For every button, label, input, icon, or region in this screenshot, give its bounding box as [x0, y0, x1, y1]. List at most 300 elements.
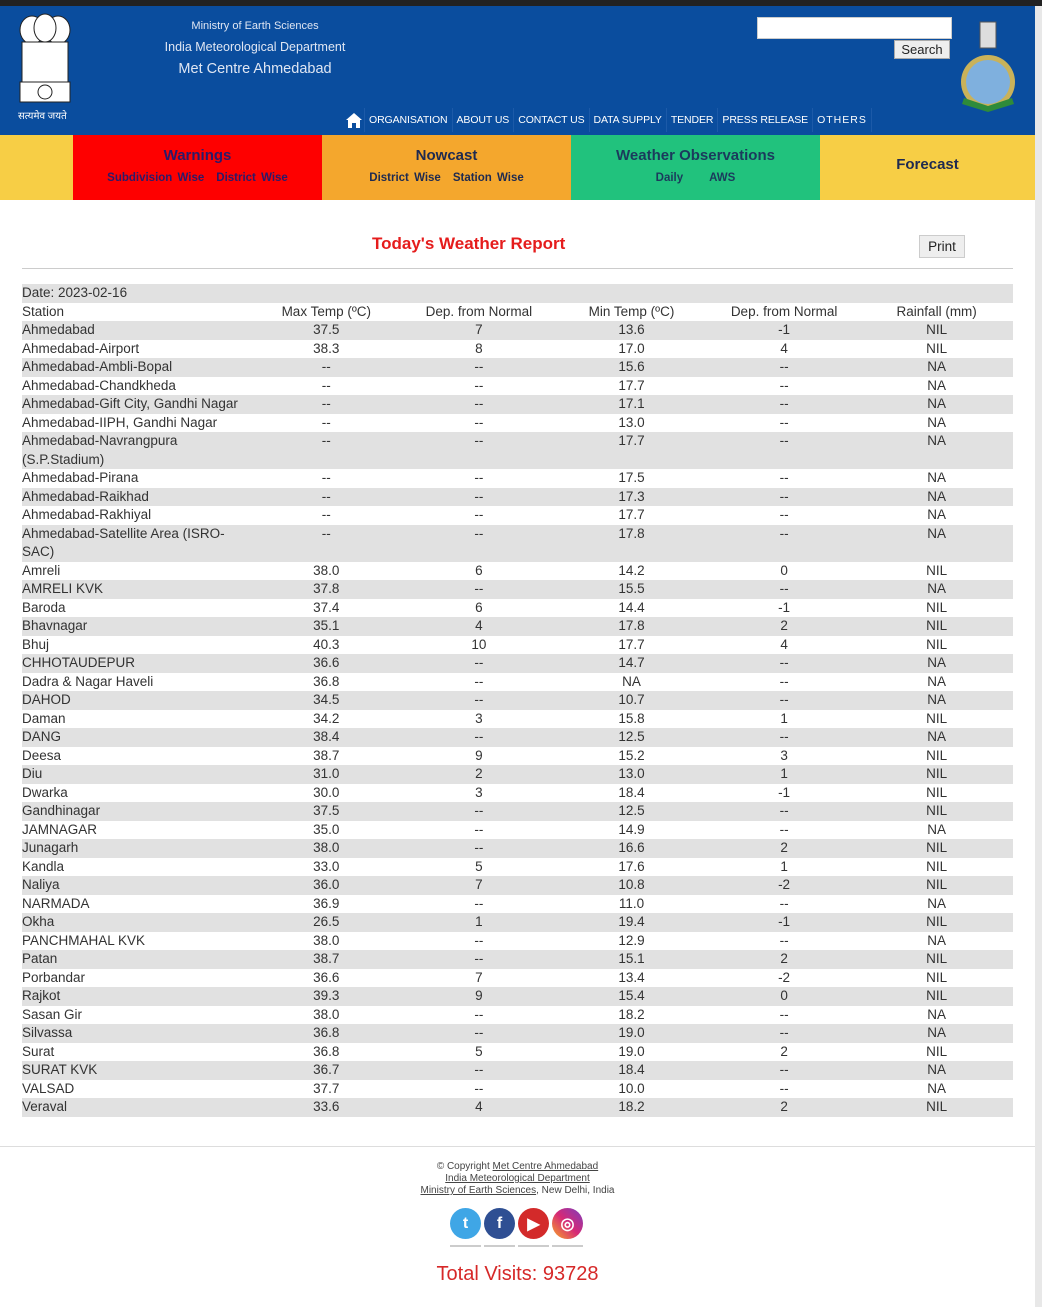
table-row [22, 950, 1013, 969]
cell-max-temp: -- [321, 470, 331, 485]
cell-max-temp: 36.7 [250, 1061, 403, 1080]
table-row [22, 1043, 1013, 1062]
cell-max-temp: 38.3 [313, 340, 340, 356]
cell-max-dep: -- [474, 470, 484, 485]
cell-max-dep: -- [474, 507, 484, 522]
cell-max-dep: 3 [475, 710, 483, 726]
facebook-icon[interactable]: f [484, 1208, 515, 1239]
table-row [22, 377, 1013, 396]
cell-min-temp: 15.1 [555, 950, 708, 969]
cell-max-dep: -- [403, 358, 556, 377]
cell-station: SURAT KVK [22, 1061, 250, 1080]
table-row [22, 839, 1013, 858]
cell-rainfall: NIL [860, 321, 1013, 340]
cell-rainfall: NA [860, 358, 1013, 377]
cell-max-dep: -- [474, 821, 484, 837]
cell-station: Silvassa [22, 1024, 250, 1043]
cell-min-dep: -- [779, 470, 789, 485]
cell-max-temp: 34.2 [313, 710, 340, 726]
cell-station: Ahmedabad-Chandkheda [22, 377, 176, 393]
cell-station: Ahmedabad-Satellite Area (ISRO-SAC) [22, 525, 250, 562]
cell-max-dep: -- [474, 932, 484, 948]
cell-rainfall: NIL [860, 839, 1013, 858]
cell-rainfall: NA [927, 507, 947, 522]
table-row [22, 895, 1013, 914]
cell-max-dep: -- [403, 525, 556, 562]
nav-press-release[interactable]: PRESS RELEASE [718, 108, 813, 132]
cell-min-dep: -- [708, 728, 861, 747]
cell-min-temp: 13.4 [618, 969, 645, 985]
report-date: Date: 2023-02-16 [22, 284, 1013, 303]
cell-max-dep: 7 [403, 876, 556, 895]
search-input[interactable] [757, 17, 952, 39]
cell-min-dep: -1 [708, 321, 861, 340]
cell-min-temp: NA [622, 673, 641, 689]
cell-max-temp: 37.5 [250, 321, 403, 340]
national-emblem-icon [12, 12, 78, 108]
table-row [22, 728, 1013, 747]
cell-rainfall: NIL [860, 617, 1013, 636]
cell-min-dep: 2 [708, 1098, 861, 1117]
table-row [22, 321, 1013, 340]
site-titles [150, 20, 360, 77]
cell-min-dep: 2 [780, 1043, 788, 1059]
cell-min-dep: -- [779, 377, 789, 393]
cell-min-dep: -- [779, 507, 789, 522]
cell-rainfall: NA [927, 414, 947, 430]
cell-min-temp: 19.0 [555, 1024, 708, 1043]
cell-max-dep: -- [403, 580, 556, 599]
cell-min-dep: -1 [778, 784, 791, 800]
cell-max-dep: 7 [403, 321, 556, 340]
divider [22, 268, 1013, 269]
table-row [22, 1080, 1013, 1099]
cell-max-dep: 4 [403, 1098, 556, 1117]
cell-max-temp: 35.1 [250, 617, 403, 636]
cell-min-dep: -- [779, 1006, 789, 1022]
cell-station: Ahmedabad-IIPH, Gandhi Nagar [22, 414, 218, 430]
cell-max-temp: 31.0 [250, 765, 403, 784]
cell-min-temp: 10.8 [555, 876, 708, 895]
cell-station: VALSAD [22, 1080, 75, 1096]
cell-min-dep: 2 [708, 950, 861, 969]
nav-others[interactable]: OTHERS [813, 108, 872, 132]
table-row [22, 1098, 1013, 1117]
cell-min-temp: 17.1 [555, 395, 708, 414]
cell-max-temp: 40.3 [313, 636, 340, 652]
cell-max-temp: 38.7 [313, 747, 340, 763]
date-row [22, 284, 1013, 303]
cell-rainfall: NA [927, 673, 947, 689]
col-min-dep: Dep. from Normal [730, 303, 838, 319]
centre-name: Met Centre Ahmedabad [178, 61, 332, 77]
cell-max-temp: -- [250, 488, 403, 507]
table-row [22, 432, 1013, 469]
cell-min-dep: 0 [708, 987, 861, 1006]
page [0, 6, 1035, 1307]
cell-min-dep: 3 [780, 747, 788, 763]
department-name: India Meteorological Department [164, 40, 346, 54]
cell-min-dep: 0 [780, 562, 788, 578]
cell-max-temp: 36.0 [250, 876, 403, 895]
cell-max-temp: 38.0 [313, 1006, 340, 1022]
table-row [22, 969, 1013, 988]
table-row [22, 358, 1013, 377]
cell-station: Junagarh [22, 839, 250, 858]
cell-rainfall: NA [860, 1024, 1013, 1043]
cell-min-dep: 2 [708, 617, 861, 636]
cell-rainfall: NIL [926, 784, 948, 800]
cell-min-dep: -- [708, 802, 861, 821]
nowcast-district-link[interactable]: District Wise [369, 172, 441, 184]
cell-min-temp: 17.7 [555, 432, 708, 469]
cell-station: Surat [22, 1043, 55, 1059]
cell-rainfall: NIL [860, 802, 1013, 821]
col-max-temp: Max Temp (ºC) [281, 303, 372, 319]
cell-max-dep: -- [403, 950, 556, 969]
cell-station: Okha [22, 913, 250, 932]
cell-station: Baroda [22, 599, 66, 615]
cell-max-temp: -- [250, 358, 403, 377]
cell-min-dep: -2 [708, 876, 861, 895]
cell-max-dep: 8 [475, 340, 483, 356]
warnings-section [73, 135, 322, 200]
cell-rainfall: NIL [860, 913, 1013, 932]
table-row [22, 617, 1013, 636]
report-title: Today's Weather Report [372, 234, 566, 253]
cell-min-dep: -2 [778, 969, 791, 985]
observations-section [571, 135, 820, 200]
cell-rainfall: NIL [926, 340, 948, 356]
instagram-icon[interactable]: ◎ [552, 1208, 583, 1239]
cell-rainfall: NA [860, 488, 1013, 507]
cell-min-dep: 4 [780, 340, 788, 356]
cell-rainfall: NA [860, 395, 1013, 414]
table-row [22, 580, 1013, 599]
cell-station: Patan [22, 950, 250, 969]
cell-max-temp: 37.4 [313, 599, 340, 615]
cell-station: CHHOTAUDEPUR [22, 654, 250, 673]
cell-max-dep: -- [403, 1061, 556, 1080]
cell-min-dep: -- [779, 1080, 789, 1096]
cell-rainfall: NA [860, 580, 1013, 599]
cell-rainfall: NA [927, 932, 947, 948]
table-row [22, 876, 1013, 895]
table-row [22, 599, 1013, 618]
cell-station: Ahmedabad [22, 321, 250, 340]
cell-max-temp: 39.3 [250, 987, 403, 1006]
cell-max-dep: -- [474, 1080, 484, 1096]
observations-daily-link[interactable]: Daily [655, 172, 684, 184]
cell-min-dep: -1 [708, 913, 861, 932]
cell-rainfall: NA [860, 728, 1013, 747]
cell-max-temp: 37.7 [313, 1080, 340, 1096]
table-row [22, 469, 1013, 488]
cell-max-dep: -- [403, 488, 556, 507]
cell-station: Ahmedabad-Navrangpura (S.P.Stadium) [22, 432, 250, 469]
cell-min-temp: 14.9 [618, 821, 645, 837]
table-row [22, 1006, 1013, 1025]
cell-rainfall: NA [860, 691, 1013, 710]
cell-min-dep: -- [779, 895, 789, 911]
cell-rainfall: NIL [926, 562, 948, 578]
cell-max-dep: -- [403, 395, 556, 414]
cell-max-temp: 35.0 [313, 821, 340, 837]
cell-min-temp: 14.2 [618, 562, 645, 578]
table-row [22, 784, 1013, 803]
cell-max-temp: 38.7 [250, 950, 403, 969]
cell-max-temp: -- [250, 525, 403, 562]
nowcast-section [322, 135, 571, 200]
table-row [22, 1061, 1013, 1080]
cell-rainfall: NIL [860, 765, 1013, 784]
imd-link[interactable]: India Meteorological Department [445, 1173, 590, 1184]
cell-max-temp: 37.5 [250, 802, 403, 821]
warnings-subdivision-link[interactable]: Subdivision Wise [107, 172, 205, 184]
cell-station: Ahmedabad-Ambli-Bopal [22, 358, 250, 377]
cell-rainfall: NA [927, 470, 947, 485]
forecast-section [820, 135, 1035, 200]
table-row [22, 673, 1013, 692]
table-row [22, 710, 1013, 729]
cell-min-temp: 15.6 [555, 358, 708, 377]
col-rainfall: Rainfall (mm) [896, 303, 977, 319]
nowcast-station-link[interactable]: Station Wise [452, 172, 524, 184]
cell-max-temp: -- [321, 414, 331, 430]
cell-min-temp: 17.7 [618, 636, 645, 652]
table-row [22, 506, 1013, 525]
cell-min-dep: 2 [708, 839, 861, 858]
youtube-icon[interactable]: ▶ [518, 1208, 549, 1239]
cell-max-dep: 9 [403, 987, 556, 1006]
band-spacer [0, 135, 73, 200]
cell-max-dep: 5 [475, 858, 483, 874]
cell-min-temp: 17.8 [555, 525, 708, 562]
table-row [22, 932, 1013, 951]
nav-about-us[interactable]: ABOUT US [453, 108, 515, 132]
table-row [22, 1024, 1013, 1043]
cell-max-temp: 33.6 [250, 1098, 403, 1117]
footer-divider [0, 1146, 1035, 1147]
cell-rainfall: NA [927, 821, 947, 837]
cell-min-temp: 12.9 [618, 932, 645, 948]
cell-min-temp: 15.2 [618, 747, 645, 763]
warnings-title[interactable]: Warnings [163, 147, 232, 164]
cell-max-dep: -- [403, 802, 556, 821]
cell-max-dep: 10 [471, 636, 487, 652]
cell-max-dep: -- [474, 377, 484, 393]
cell-max-temp: 38.0 [313, 562, 340, 578]
cell-station: DANG [22, 728, 250, 747]
cell-max-temp: 36.8 [250, 1024, 403, 1043]
cell-max-dep: 4 [403, 617, 556, 636]
table-row [22, 802, 1013, 821]
cell-max-temp: 36.8 [313, 673, 340, 689]
cell-min-temp: 14.7 [555, 654, 708, 673]
cell-station: Dwarka [22, 784, 68, 800]
table-row [22, 395, 1013, 414]
nav-data-supply[interactable]: DATA SUPPLY [590, 108, 667, 132]
cell-max-dep: -- [474, 414, 484, 430]
cell-station: Naliya [22, 876, 250, 895]
cell-max-dep: 2 [403, 765, 556, 784]
cell-rainfall: NA [927, 377, 947, 393]
cell-rainfall: NIL [926, 969, 948, 985]
cell-max-dep: 7 [475, 969, 483, 985]
cell-min-dep: -- [779, 932, 789, 948]
print-button[interactable]: Print [919, 235, 965, 258]
table-row [22, 525, 1013, 562]
cell-max-dep: 1 [403, 913, 556, 932]
col-station: Station [22, 303, 65, 319]
cell-max-dep: -- [474, 673, 484, 689]
cell-station: Ahmedabad-Pirana [22, 470, 139, 485]
cell-min-temp: 17.7 [618, 377, 645, 393]
imd-logo-icon [958, 20, 1018, 118]
warnings-district-link[interactable]: District Wise [216, 172, 288, 184]
cell-min-temp: 13.6 [555, 321, 708, 340]
cell-station: Gandhinagar [22, 802, 250, 821]
cell-min-temp: 17.0 [618, 340, 645, 356]
cell-min-dep: -- [708, 691, 861, 710]
home-icon[interactable] [343, 108, 365, 132]
nav-organisation[interactable]: ORGANISATION [365, 108, 453, 132]
cell-max-dep: 6 [475, 562, 483, 578]
cell-min-temp: 17.7 [618, 507, 645, 522]
cell-min-temp: 11.0 [618, 895, 645, 911]
copyright-text: © Copyright [436, 1161, 493, 1172]
table-row [22, 636, 1013, 655]
table-row [22, 654, 1013, 673]
cell-min-dep: 1 [708, 765, 861, 784]
cell-max-dep: -- [403, 728, 556, 747]
cell-min-temp: 10.0 [618, 1080, 645, 1096]
cell-min-dep: -- [779, 414, 789, 430]
cell-min-temp: 12.5 [555, 802, 708, 821]
cell-rainfall: NIL [860, 950, 1013, 969]
cell-max-temp: 38.4 [250, 728, 403, 747]
cell-station: Daman [22, 710, 66, 726]
cell-min-temp: 10.7 [555, 691, 708, 710]
nav-contact-us[interactable]: CONTACT US [514, 108, 589, 132]
cell-min-dep: 1 [780, 858, 788, 874]
cell-min-temp: 12.5 [555, 728, 708, 747]
nowcast-title[interactable]: Nowcast [415, 147, 478, 164]
cell-station: Veraval [22, 1098, 250, 1117]
cell-max-temp: -- [321, 507, 331, 522]
table-row [22, 340, 1013, 359]
moes-link[interactable]: Ministry of Earth Sciences [420, 1185, 537, 1196]
cell-max-temp: 36.6 [313, 969, 340, 985]
cell-station: Ahmedabad-Airport [22, 340, 140, 356]
cell-min-dep: -- [708, 432, 861, 469]
cell-min-temp: 17.3 [555, 488, 708, 507]
cell-rainfall: NA [927, 1006, 947, 1022]
footer [0, 1161, 1035, 1197]
cell-station: Rajkot [22, 987, 250, 1006]
cell-station: Amreli [22, 562, 61, 578]
weather-table [22, 284, 1013, 1117]
header-row [22, 303, 1013, 322]
motto: सत्यमेव जयते [18, 111, 67, 122]
table-row [22, 562, 1013, 581]
cell-min-temp: 18.2 [555, 1098, 708, 1117]
table-row [22, 488, 1013, 507]
cell-max-dep: -- [403, 432, 556, 469]
observations-title[interactable]: Weather Observations [616, 147, 775, 164]
cell-station: DAHOD [22, 691, 250, 710]
cell-min-temp: 14.4 [618, 599, 645, 615]
cell-min-dep: -- [708, 654, 861, 673]
cell-max-temp: 34.5 [250, 691, 403, 710]
cell-rainfall: NIL [926, 858, 948, 874]
cell-rainfall: NA [860, 525, 1013, 562]
cell-rainfall: NA [860, 1061, 1013, 1080]
table-row [22, 765, 1013, 784]
cell-max-dep: -- [403, 654, 556, 673]
met-centre-link[interactable]: Met Centre Ahmedabad [492, 1161, 599, 1172]
cell-rainfall: NA [927, 1080, 947, 1096]
cell-min-dep: 4 [780, 636, 788, 652]
table-row [22, 747, 1013, 766]
nav-tender[interactable]: TENDER [667, 108, 719, 132]
cell-max-dep: 3 [475, 784, 483, 800]
site-header [0, 6, 1035, 135]
cell-max-temp: 36.6 [250, 654, 403, 673]
location-text: , New Delhi, India [536, 1185, 615, 1196]
observations-aws-link[interactable]: AWS [709, 172, 736, 184]
twitter-icon[interactable]: t [450, 1208, 481, 1239]
cell-min-dep: -- [708, 1061, 861, 1080]
cell-max-temp: 38.0 [313, 932, 340, 948]
cell-min-temp: 18.2 [618, 1006, 645, 1022]
cell-max-temp: 37.8 [250, 580, 403, 599]
cell-station: Porbandar [22, 969, 86, 985]
cell-rainfall: NIL [860, 1098, 1013, 1117]
cell-min-dep: -- [779, 821, 789, 837]
cell-station: Diu [22, 765, 250, 784]
cell-station: Ahmedabad-Rakhiyal [22, 507, 152, 522]
cell-min-temp: 16.6 [555, 839, 708, 858]
cell-min-temp: 15.8 [618, 710, 645, 726]
cell-rainfall: NA [927, 895, 947, 911]
category-band [0, 135, 1035, 200]
cell-station: Ahmedabad-Raikhad [22, 488, 250, 507]
cell-min-temp: 17.5 [618, 470, 645, 485]
cell-max-dep: -- [474, 895, 484, 911]
cell-min-temp: 18.4 [555, 1061, 708, 1080]
table-row [22, 987, 1013, 1006]
table-row [22, 691, 1013, 710]
cell-max-temp: -- [250, 432, 403, 469]
col-min-temp: Min Temp (ºC) [588, 303, 675, 319]
cell-min-temp: 18.4 [618, 784, 645, 800]
search-button[interactable]: Search [894, 40, 950, 59]
forecast-title[interactable]: Forecast [896, 156, 959, 173]
cell-max-temp: 33.0 [313, 858, 340, 874]
cell-min-temp: 15.5 [555, 580, 708, 599]
cell-station: PANCHMAHAL KVK [22, 932, 146, 948]
table-row [22, 821, 1013, 840]
cell-min-temp: 15.4 [555, 987, 708, 1006]
cell-max-dep: 6 [475, 599, 483, 615]
cell-max-dep: -- [403, 1024, 556, 1043]
cell-min-temp: 17.6 [618, 858, 645, 874]
table-row [22, 414, 1013, 433]
cell-min-temp: 19.4 [555, 913, 708, 932]
cell-rainfall: NIL [926, 1043, 948, 1059]
ministry-name: Ministry of Earth Sciences [191, 20, 319, 32]
